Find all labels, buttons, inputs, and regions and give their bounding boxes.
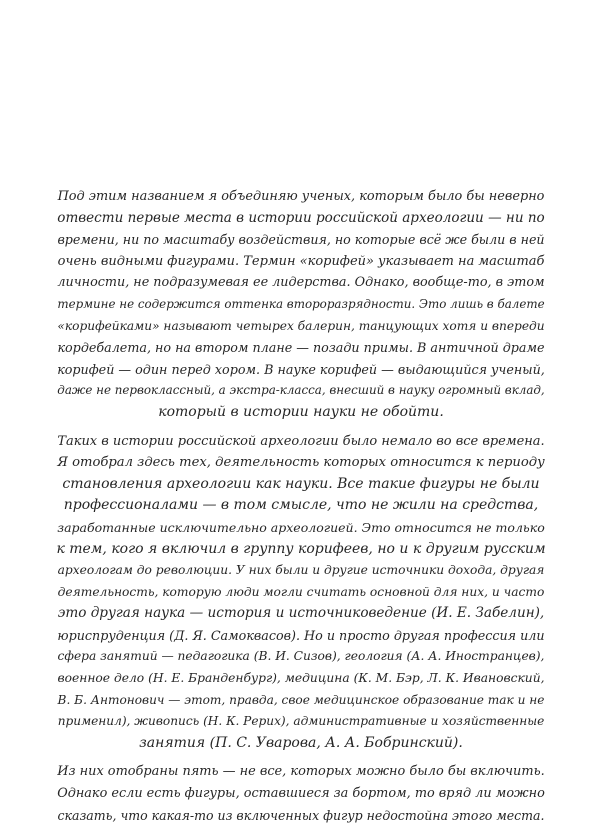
text-line: «корифейками» называют четырех балерин, танцующих хотя и впереди xyxy=(57,318,545,333)
text-line: становления археологии как науки. Все такие фигуры не были xyxy=(62,475,540,492)
text-line: отвести первые места в истории российской археологии — ни по xyxy=(57,209,545,226)
text-block xyxy=(56,186,546,826)
text-line: сфера занятий — педагогика (В. И. Сизов), геология (А. А. Иностранцев), xyxy=(57,649,545,664)
text-line: военное дело (Н. Е. Бранденбург), медицина (К. М. Бэр, Л. К. Ивановский, xyxy=(57,671,545,686)
text-line: времени, ни по масштабу воздействия, но которые всё же были в ней xyxy=(57,232,545,248)
text-line: термине не содержится оттенка второразрядности. Это лишь в балете xyxy=(57,296,545,311)
text-line: Я отобрал здесь тех, деятельность которых относится к периоду xyxy=(57,455,545,471)
paragraph-1 xyxy=(56,186,546,424)
text-line: Из них отобраны пять — не все, которых можно было бы включить. xyxy=(57,764,545,780)
text-line: корифей — один перед хором. В науке корифей — выдающийся ученый, xyxy=(57,361,545,377)
text-line: кордебалета, но на втором плане — позади примы. В античной драме xyxy=(57,340,545,356)
paragraph-3 xyxy=(56,761,546,826)
text-line: к тем, кого я включил в группу корифеев, но и к другим русским xyxy=(56,540,546,557)
text-line: Таких в истории российской археологии было немало во все времена. xyxy=(57,433,545,449)
text-line: который в истории науки не обойти. xyxy=(158,403,444,420)
text-line: В. Б. Антонович — этот, правда, свое медицинское образование так и не xyxy=(57,692,545,707)
paragraph-2 xyxy=(56,431,546,755)
text-line: археологам до революции. У них были и другие источники дохода, другая xyxy=(57,563,545,578)
text-line: даже не первоклассный, а экстра-класса, внесший в науку огромный вклад, xyxy=(57,383,545,398)
text-line: профессионалами — в том смысле, что не жили на средства, xyxy=(63,497,539,514)
text-line: Под этим названием я объединяю ученых, которым было бы неверно xyxy=(57,189,545,204)
text-line: личности, не подразумевая ее лидерства. Однако, вообще-то, в этом xyxy=(57,275,545,291)
text-line: Однако если есть фигуры, оставшиеся за бортом, то вряд ли можно xyxy=(57,786,545,802)
text-line: занятия (П. С. Уварова, А. А. Бобринский). xyxy=(139,734,463,751)
text-line: заработанные исключительно археологией. Это относится не только xyxy=(57,519,545,535)
text-line: сказать, что какая-то из включенных фигур недостойна этого места. xyxy=(57,807,545,823)
text-line: деятельность, которую люди могли считать основной для них, и часто xyxy=(57,584,545,599)
text-line: это другая наука — история и источниковедение (И. Е. Забелин), xyxy=(57,605,545,622)
text-line: юриспруденция (Д. Я. Самоквасов). Но и просто другая профессия или xyxy=(57,627,545,643)
text-line: применил), живопись (Н. К. Рерих), административные и хозяйственные xyxy=(57,714,545,729)
text-line: очень видными фигурами. Термин «корифей» указывает на масштаб xyxy=(57,253,545,269)
